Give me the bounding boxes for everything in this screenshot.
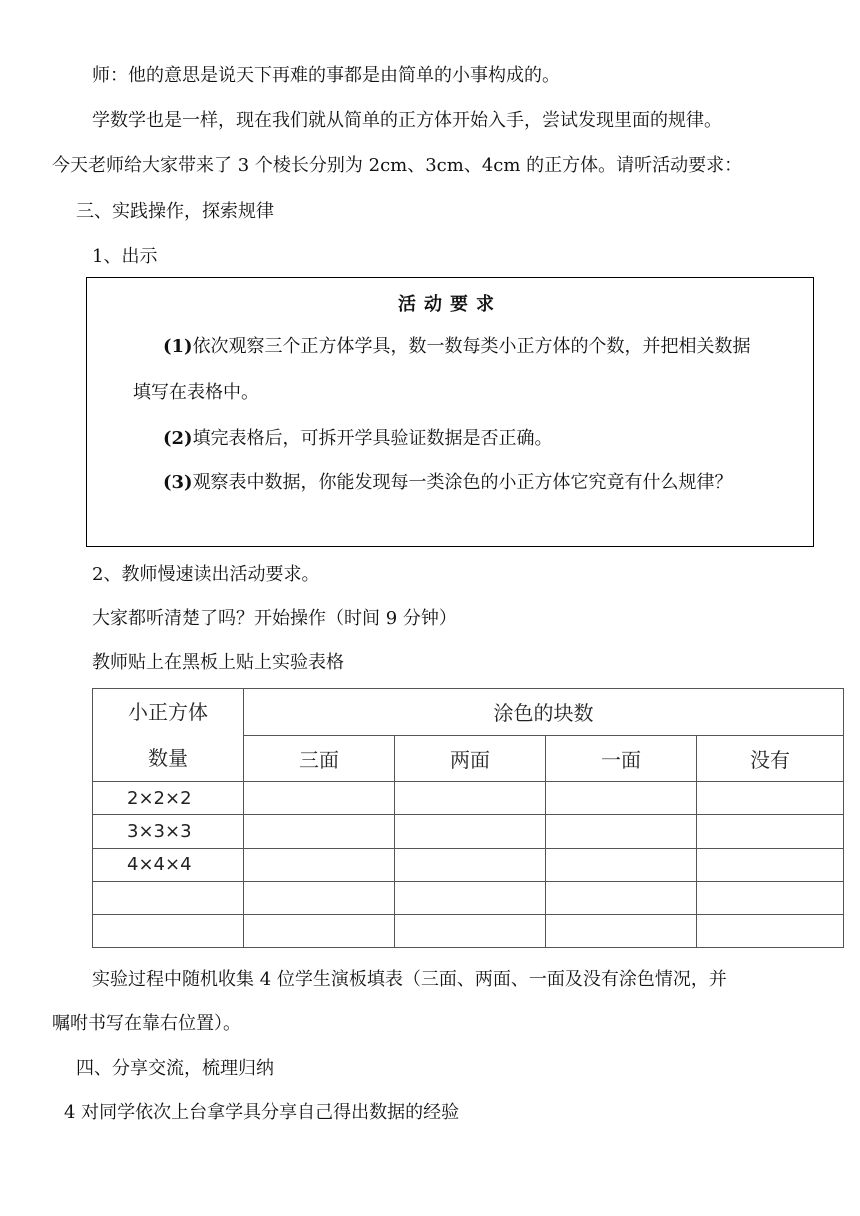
activity-requirements-box (86, 277, 814, 547)
paragraph-start-operation: 大家都听清楚了吗？开始操作（时间 9 分钟） (92, 608, 457, 629)
requirement-1-line1 (163, 335, 751, 359)
table-cell (546, 848, 697, 881)
experiment-table (92, 688, 844, 948)
requirement-3 (163, 471, 733, 495)
table-row (93, 881, 844, 914)
activity-box-title: 活动要求 (398, 294, 502, 315)
table-cell (697, 782, 844, 815)
table-cell (546, 782, 697, 815)
requirement-3-text: 观察表中数据，你能发现每一类涂色的小正方体它究竟有什么规律？ (192, 472, 733, 493)
header-one-face: 一面 (546, 735, 697, 782)
paragraph-intro-line2: 今天老师给大家带来了 3 个棱长分别为 2cm、3cm、4cm 的正方体。请听活动要求： (52, 155, 743, 176)
table-row (93, 914, 844, 947)
table-row (93, 848, 844, 881)
requirement-1-line2: 填写在表格中。 (133, 382, 259, 403)
table-row (93, 815, 844, 848)
table-header-painted-faces: 涂色的块数 (244, 689, 844, 736)
table-cell (395, 848, 546, 881)
section-heading-3: 三、实践操作，探索规律 (76, 201, 274, 222)
header-no-face: 没有 (697, 735, 844, 782)
requirement-2-number: (2) (163, 428, 193, 449)
row-label-3x3x3: 3×3×3 (93, 815, 244, 848)
row-label-4x4x4: 4×4×4 (93, 848, 244, 881)
requirement-1-text: 依次观察三个正方体学具，数一数每类小正方体的个数，并把相关数据 (192, 336, 751, 357)
table-cell (395, 782, 546, 815)
header-three-faces: 三面 (244, 735, 395, 782)
step-2-label: 2、教师慢速读出活动要求。 (92, 564, 320, 585)
header-quantity-label: 数量 (148, 746, 188, 771)
table-cell (697, 881, 844, 914)
paragraph-collect-line2: 嘱咐书写在靠右位置）。 (52, 1013, 241, 1034)
row-label-2x2x2: 2×2×2 (93, 782, 244, 815)
table-cell (546, 914, 697, 947)
table-cell (697, 914, 844, 947)
requirement-2 (163, 427, 553, 451)
row-label-empty (93, 881, 244, 914)
table-cell (697, 815, 844, 848)
paragraph-post-table: 教师贴上在黑板上贴上实验表格 (92, 652, 344, 673)
table-cell (697, 848, 844, 881)
table-cell (244, 914, 395, 947)
table-header-cube-count (93, 689, 244, 782)
paragraph-intro-line1: 学数学也是一样，现在我们就从简单的正方体开始入手，尝试发现里面的规律。 (92, 110, 722, 131)
table-cell (395, 914, 546, 947)
table-cell (395, 881, 546, 914)
table-header-row-1 (93, 689, 844, 736)
paragraph-teacher-remark: 师：他的意思是说天下再难的事都是由简单的小事构成的。 (92, 65, 560, 86)
table-cell (546, 881, 697, 914)
table-cell (244, 782, 395, 815)
table-cell (244, 848, 395, 881)
requirement-3-number: (3) (163, 472, 193, 493)
header-cube-label: 小正方体 (128, 700, 208, 725)
requirement-1-number: (1) (163, 336, 193, 357)
table-cell (546, 815, 697, 848)
step-1-label: 1、出示 (92, 246, 158, 267)
paragraph-collect-line1: 实验过程中随机收集 4 位学生演板填表（三面、两面、一面及没有涂色情况，并 (92, 969, 727, 990)
table-cell (244, 881, 395, 914)
table-cell (395, 815, 546, 848)
paragraph-share: 4 对同学依次上台拿学具分享自己得出数据的经验 (64, 1102, 460, 1123)
row-label-empty (93, 914, 244, 947)
header-two-faces: 两面 (395, 735, 546, 782)
table-row (93, 782, 844, 815)
requirement-2-text: 填完表格后，可拆开学具验证数据是否正确。 (192, 428, 553, 449)
table-cell (244, 815, 395, 848)
section-heading-4: 四、分享交流，梳理归纳 (76, 1058, 274, 1079)
